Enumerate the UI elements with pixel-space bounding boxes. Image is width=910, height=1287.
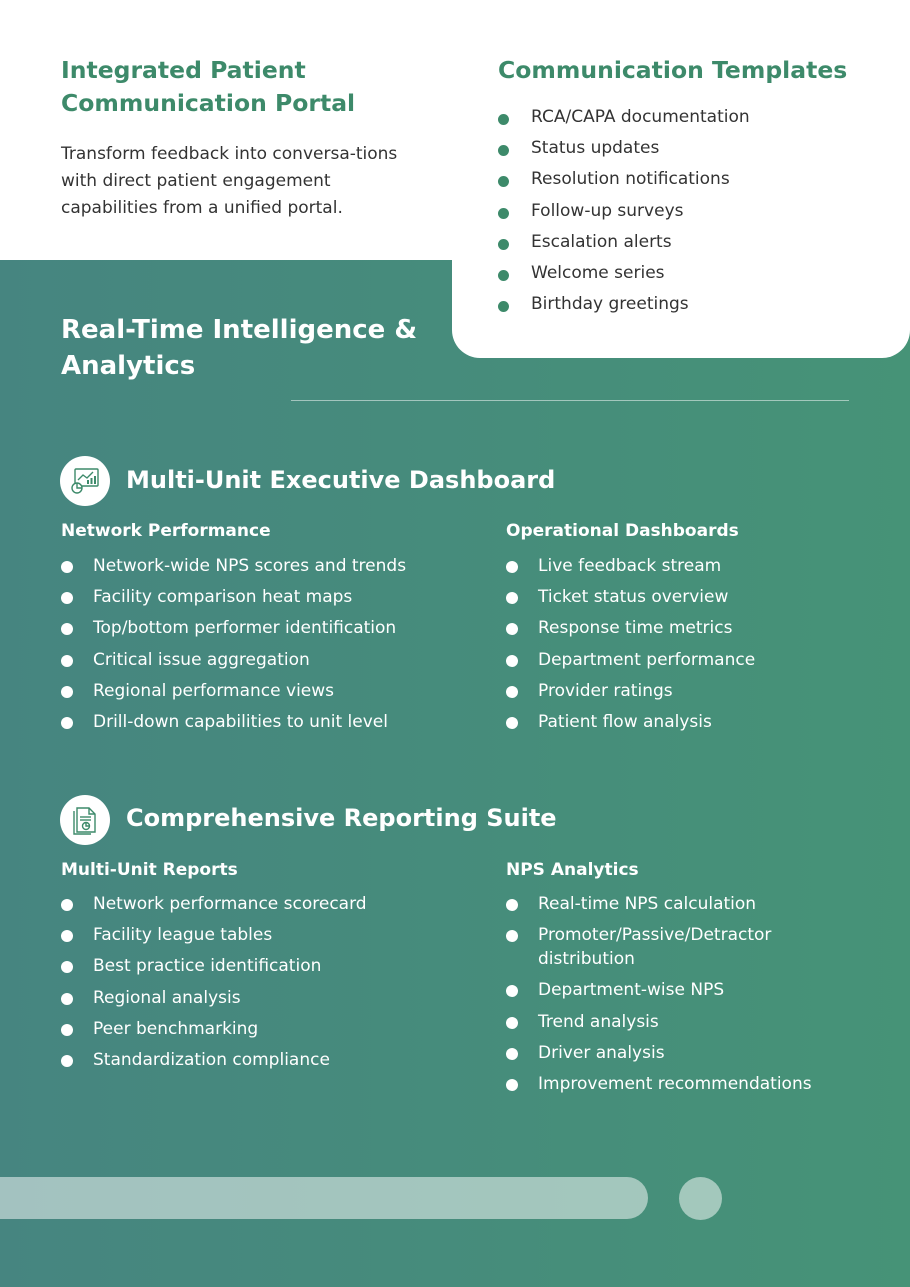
list-item: Status updates [498, 136, 858, 167]
list-item: Critical issue aggregation [61, 648, 481, 679]
list-item: Resolution notifications [498, 167, 858, 198]
list-item: Welcome series [498, 261, 858, 292]
analytics-title: Real-Time Intelligence & Analytics [61, 315, 418, 381]
decorative-bar [0, 1177, 648, 1219]
list-item: Provider ratings [506, 679, 886, 710]
list-item: Response time metrics [506, 616, 886, 647]
list-item: Regional performance views [61, 679, 481, 710]
list-item: Escalation alerts [498, 230, 858, 261]
list-item: Facility league tables [61, 923, 481, 954]
operational-dashboards-list [506, 554, 886, 741]
multi-unit-reports-list [61, 892, 481, 1079]
list-item: Improvement recommendations [506, 1072, 866, 1103]
list-item: Department-wise NPS [506, 978, 866, 1009]
list-item: Peer benchmarking [61, 1017, 481, 1048]
teal-background-panel [0, 260, 910, 1287]
list-item: Top/bottom performer identification [61, 616, 481, 647]
nps-analytics-list [506, 892, 866, 1103]
portal-title: Integrated Patient Communication Portal [61, 56, 356, 117]
list-item: Standardization compliance [61, 1048, 481, 1079]
templates-list [498, 105, 858, 323]
list-item: Facility comparison heat maps [61, 585, 481, 616]
portal-description: Transform feedback into conversa-tions with direct patient engagement capabilities from a unified portal. [61, 144, 398, 218]
list-item: Department performance [506, 648, 886, 679]
list-item: Ticket status overview [506, 585, 886, 616]
list-item: Network performance scorecard [61, 892, 481, 923]
list-item: Follow-up surveys [498, 199, 858, 230]
dashboard-chart-icon [60, 456, 110, 506]
multi-unit-reports-heading: Multi-Unit Reports [61, 860, 238, 880]
list-item: Trend analysis [506, 1010, 866, 1041]
decorative-circle [679, 1177, 722, 1220]
operational-dashboards-heading: Operational Dashboards [506, 521, 739, 541]
list-item: Patient flow analysis [506, 710, 886, 741]
list-item: Live feedback stream [506, 554, 886, 585]
list-item: Birthday greetings [498, 292, 858, 323]
list-item: Best practice identification [61, 954, 481, 985]
section-divider [291, 400, 849, 401]
list-item: Network-wide NPS scores and trends [61, 554, 481, 585]
templates-title: Communication Templates [498, 56, 848, 84]
report-document-icon [60, 795, 110, 845]
nps-analytics-heading: NPS Analytics [506, 860, 639, 880]
list-item: Drill-down capabilities to unit level [61, 710, 481, 741]
list-item: Promoter/Passive/Detractor distribution [506, 923, 866, 978]
dashboard-title: Multi-Unit Executive Dashboard [126, 466, 556, 494]
network-performance-list [61, 554, 481, 741]
network-performance-heading: Network Performance [61, 521, 271, 541]
list-item: RCA/CAPA documentation [498, 105, 858, 136]
list-item: Driver analysis [506, 1041, 866, 1072]
list-item: Real-time NPS calculation [506, 892, 866, 923]
list-item: Regional analysis [61, 986, 481, 1017]
reporting-title: Comprehensive Reporting Suite [126, 804, 557, 832]
